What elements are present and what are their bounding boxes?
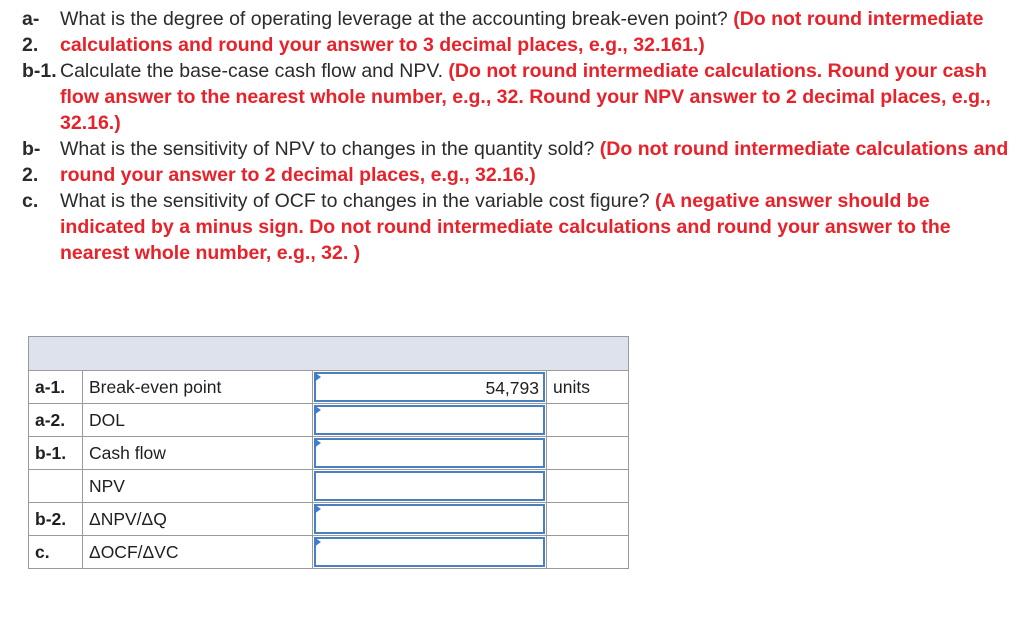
row-label: c.	[29, 536, 83, 569]
ocf-sensitivity-input[interactable]	[314, 537, 545, 567]
question-b2	[22, 136, 1012, 188]
flag-icon	[314, 537, 321, 547]
flag-icon	[314, 438, 321, 448]
table-row	[29, 470, 629, 503]
question-list	[22, 6, 1012, 266]
question-c	[22, 188, 1012, 266]
question-label: a- 2.	[22, 8, 40, 56]
question-instruction: (A negative answer should be indicated by a minus sign. Do not round intermediate calculations and round your answer to the nearest whole number, e.g., 32. )	[60, 190, 951, 264]
row-label: b-1.	[29, 437, 83, 470]
row-item: NPV	[83, 470, 313, 503]
row-item: Break-even point	[83, 371, 313, 404]
cash-flow-input[interactable]	[314, 438, 545, 468]
flag-icon	[314, 405, 321, 415]
flag-icon	[314, 372, 321, 382]
answer-input-cell	[313, 404, 547, 437]
question-a2	[22, 6, 1012, 58]
row-unit	[547, 503, 629, 536]
row-label	[29, 470, 83, 503]
row-unit	[547, 437, 629, 470]
table-row	[29, 404, 629, 437]
table-row	[29, 437, 629, 470]
answer-table	[28, 336, 629, 569]
break-even-input[interactable]: 54,793	[314, 372, 545, 402]
answer-input-cell	[313, 437, 547, 470]
question-text: Calculate the base-case cash flow and NPV.	[60, 60, 449, 82]
question-label: b-1.	[22, 60, 57, 82]
question-text: What is the sensitivity of NPV to changes in the quantity sold?	[60, 138, 600, 160]
row-unit	[547, 470, 629, 503]
answer-input-cell	[313, 371, 547, 404]
question-text: What is the degree of operating leverage at the accounting break-even point?	[60, 8, 734, 30]
table-row	[29, 503, 629, 536]
row-unit	[547, 536, 629, 569]
question-b1	[22, 58, 1012, 136]
question-text: What is the sensitivity of OCF to changes in the variable cost figure?	[60, 190, 656, 212]
row-item: ΔNPV/ΔQ	[83, 503, 313, 536]
row-unit	[547, 404, 629, 437]
table-row	[29, 371, 629, 404]
dol-input[interactable]	[314, 405, 545, 435]
question-label: c.	[22, 190, 39, 212]
answer-input-cell	[313, 470, 547, 503]
row-label: b-2.	[29, 503, 83, 536]
row-unit: units	[547, 371, 629, 404]
row-label: a-1.	[29, 371, 83, 404]
npv-sensitivity-input[interactable]	[314, 504, 545, 534]
question-instruction: (Do not round intermediate calculations and round your answer to 3 decimal places, e.g., 32.161.)	[60, 8, 984, 56]
answer-input-cell	[313, 536, 547, 569]
npv-input[interactable]	[314, 471, 545, 501]
answer-input-cell	[313, 503, 547, 536]
row-label: a-2.	[29, 404, 83, 437]
question-instruction: (Do not round intermediate calculations and round your answer to 2 decimal places, e.g., 32.16.)	[60, 138, 1009, 186]
row-item: DOL	[83, 404, 313, 437]
question-instruction: (Do not round intermediate calculations. Round your cash flow answer to the nearest whole number, e.g., 32. Round your NPV answer to 2 decimal places, e.g., 32.16.)	[60, 60, 991, 134]
question-label: b- 2.	[22, 138, 41, 186]
row-item: Cash flow	[83, 437, 313, 470]
table-row	[29, 536, 629, 569]
table-header-row	[29, 337, 629, 371]
crop-edge	[0, 0, 1024, 7]
table-header-cell	[29, 337, 629, 371]
flag-icon	[314, 504, 321, 514]
row-item: ΔOCF/ΔVC	[83, 536, 313, 569]
